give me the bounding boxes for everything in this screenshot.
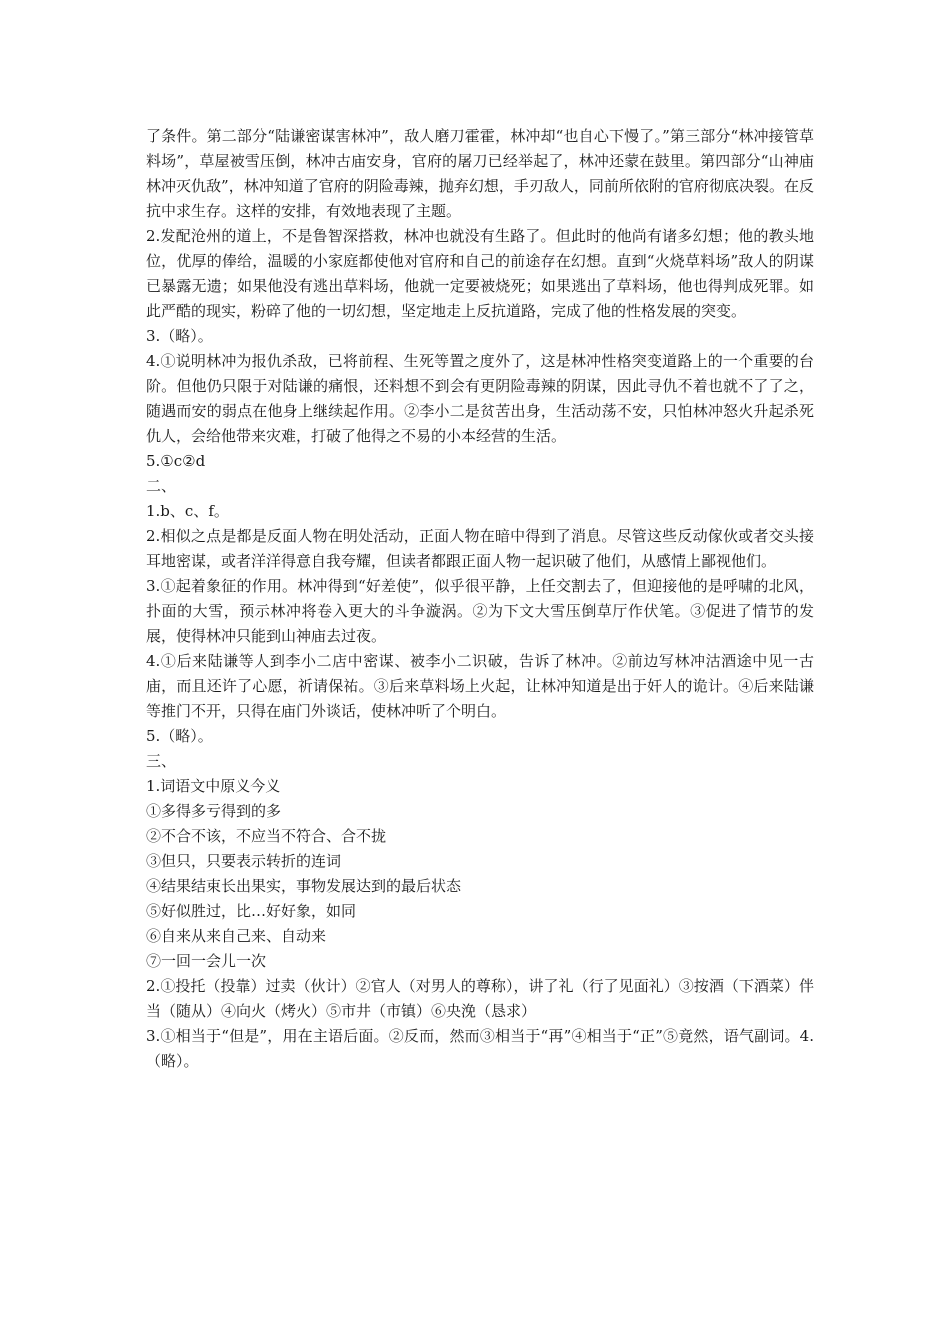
- answer-paragraph-1-3: 3.（略）。: [146, 327, 213, 345]
- vocab-row-3: ③但只，只要表示转折的连词: [146, 852, 342, 870]
- vocab-table-header: 1.词语文中原义今义: [146, 777, 281, 795]
- section-heading-3: 三、: [146, 752, 177, 770]
- answer-paragraph-part-one-structure: 了条件。第二部分“陆谦密谋害林冲”，敌人磨刀霍霍，林冲却“也自心下慢了。”第三部分“林冲接管草料场”，草屋被雪压倒，林冲古庙安身，官府的屠刀已经举起了，林冲还蒙在鼓里。第四部分“山神庙林冲灭仇敌”，林冲知道了官府的阴险毒辣，抛弃幻想，手刃敌人，同前所依附的官府彻底决裂。在反抗中求生存。这样的安排，有效地表现了主题。: [146, 127, 814, 220]
- answer-paragraph-3-3: 3.①相当于“但是”，用在主语后面。②反而，然而③相当于“再”④相当于“正”⑤竟然，语气副词。4.（略）。: [146, 1027, 814, 1070]
- answer-paragraph-2-1: 1.b、c、f。: [146, 502, 229, 520]
- vocab-row-5: ⑤好似胜过，比…好好象，如同: [146, 902, 357, 920]
- section-heading-2: 二、: [146, 477, 177, 495]
- vocab-row-7: ⑦一回一会儿一次: [146, 952, 267, 970]
- answer-paragraph-1-5: 5.①c②d: [146, 452, 206, 470]
- answer-paragraph-1-2: 2.发配沧州的道上，不是鲁智深搭救，林冲也就没有生路了。但此时的他尚有诸多幻想；他的教头地位，优厚的俸给，温暖的小家庭都使他对官府和自己的前途存在幻想。直到“火烧草料场”敌人的阴谋已暴露无遗；如果他没有逃出草料场，他就一定要被烧死；如果逃出了草料场，他也得判成死罪。如此严酷的现实，粉碎了他的一切幻想，坚定地走上反抗道路，完成了他的性格发展的突变。: [146, 227, 814, 320]
- vocab-row-2: ②不合不该，不应当不符合、合不拢: [146, 827, 387, 845]
- answer-paragraph-2-5: 5.（略）。: [146, 727, 213, 745]
- answer-paragraph-3-2: 2.①投托（投靠）过卖（伙计）②官人（对男人的尊称），讲了礼（行了见面礼）③按酒（下酒菜）伴当（随从）④向火（烤火）⑤市井（市镇）⑥央浼（恳求）: [146, 977, 814, 1020]
- vocab-row-4: ④结果结束长出果实，事物发展达到的最后状态: [146, 877, 462, 895]
- answer-paragraph-2-4: 4.①后来陆谦等人到李小二店中密谋、被李小二识破，告诉了林冲。②前边写林冲沽酒途中见一古庙，而且还许了心愿，祈请保祐。③后来草料场上火起，让林冲知道是出于奸人的诡计。④后来陆谦等推门不开，只得在庙门外谈话，使林冲听了个明白。: [146, 652, 814, 720]
- vocab-row-1: ①多得多亏得到的多: [146, 802, 282, 820]
- answer-paragraph-2-2: 2.相似之点是都是反面人物在明处活动，正面人物在暗中得到了消息。尽管这些反动傢伙或者交头接耳地密谋，或者洋洋得意自我夸耀，但读者都跟正面人物一起识破了他们，从感情上鄙视他们。: [146, 527, 814, 570]
- answer-paragraph-2-3: 3.①起着象征的作用。林冲得到“好差使”，似乎很平静，上任交割去了，但迎接他的是呼啸的北风，扑面的大雪，预示林冲将卷入更大的斗争漩涡。②为下文大雪压倒草厅作伏笔。③促进了情节的发展，使得林冲只能到山神庙去过夜。: [146, 577, 814, 645]
- vocab-row-6: ⑥自来从来自己来、自动来: [146, 927, 327, 945]
- document-page: [146, 124, 814, 1074]
- answer-paragraph-1-4: 4.①说明林冲为报仇杀敌，已将前程、生死等置之度外了，这是林冲性格突变道路上的一个重要的台阶。但他仍只限于对陆谦的痛恨，还料想不到会有更阴险毒辣的阴谋，因此寻仇不着也就不了了之，随遇而安的弱点在他身上继续起作用。②李小二是贫苦出身，生活动荡不安，只怕林冲怒火升起杀死仇人，会给他带来灾难，打破了他得之不易的小本经营的生活。: [146, 352, 814, 445]
